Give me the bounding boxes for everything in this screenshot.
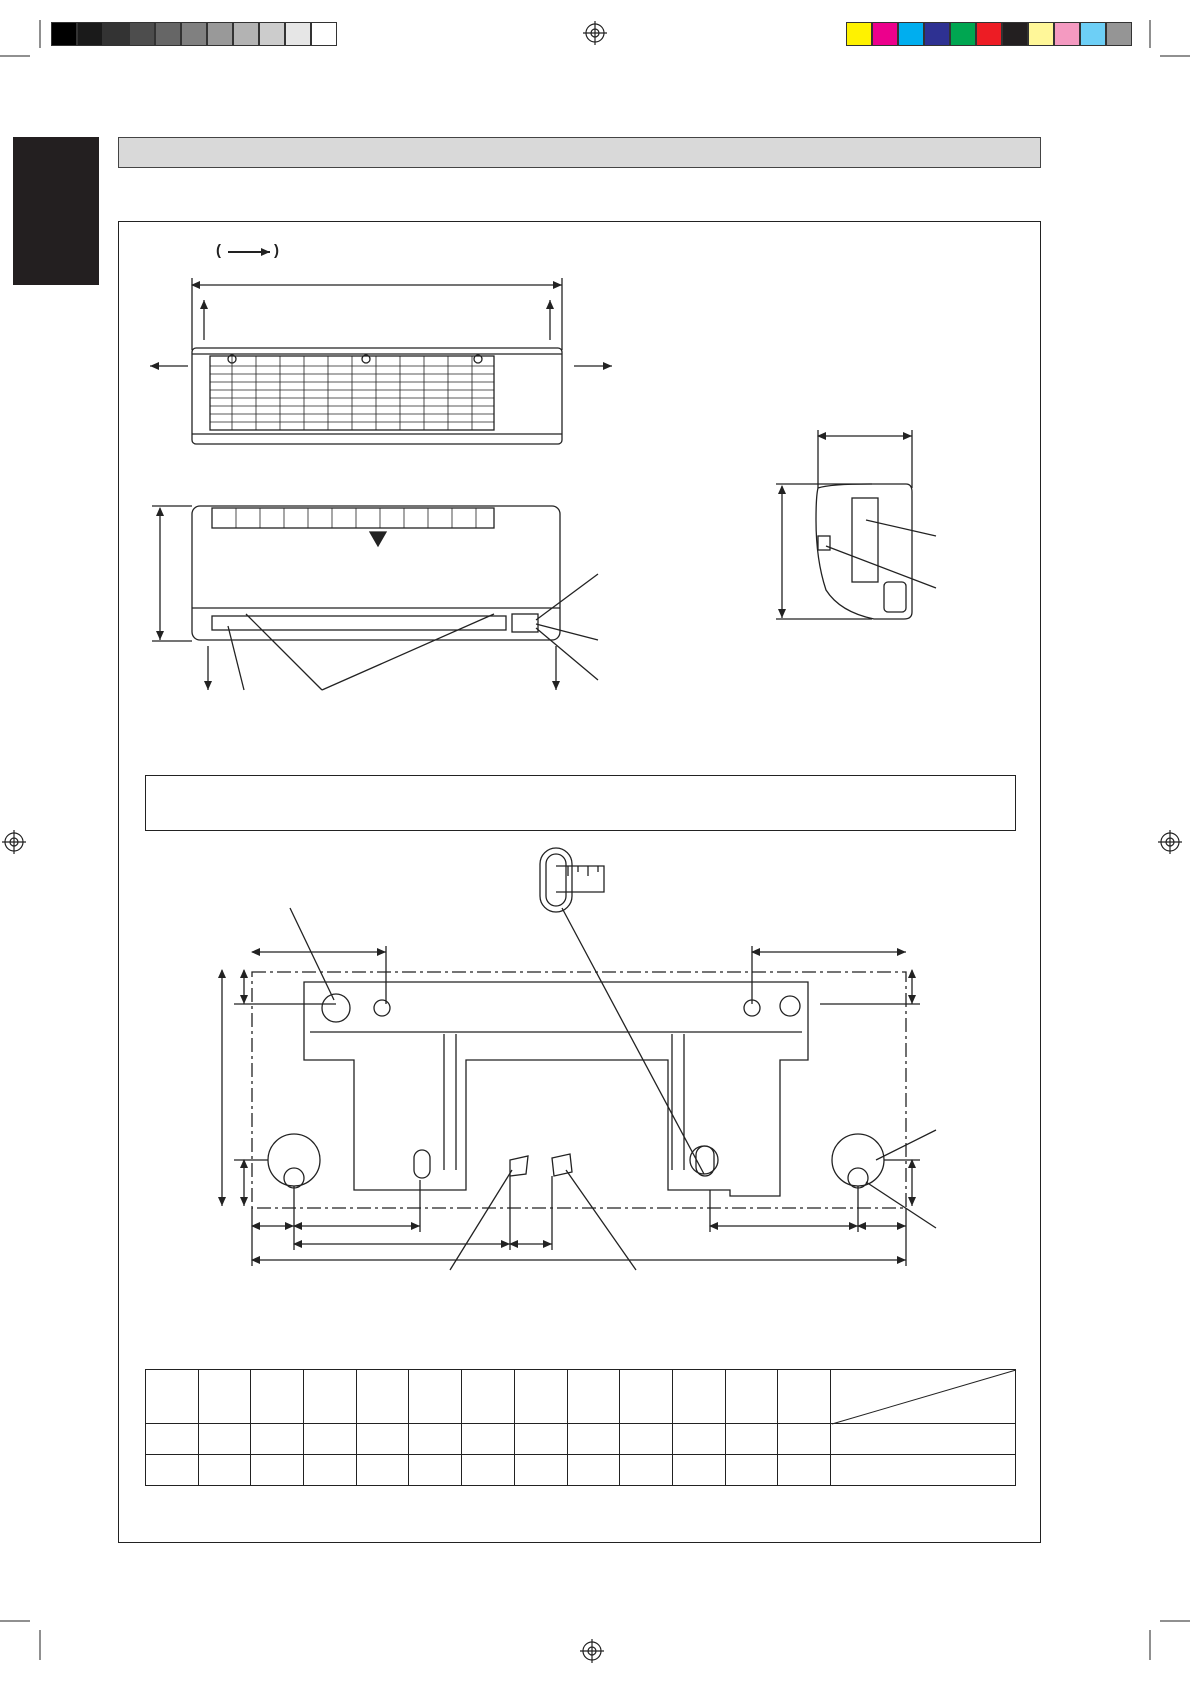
unit-front-view (152, 506, 598, 690)
registration-mark-icon (580, 1639, 604, 1663)
dimension-table (145, 1369, 1016, 1486)
unit-top-view (150, 278, 612, 444)
registration-mark-icon (2, 830, 26, 854)
registration-mark-icon (583, 21, 607, 45)
unit-side-view (776, 430, 936, 619)
airflow-legend-open: ( (216, 242, 221, 259)
mounting-plate-diagram (222, 848, 936, 1270)
registration-mark-icon (1158, 830, 1182, 854)
airflow-legend-close: ) (274, 242, 279, 259)
